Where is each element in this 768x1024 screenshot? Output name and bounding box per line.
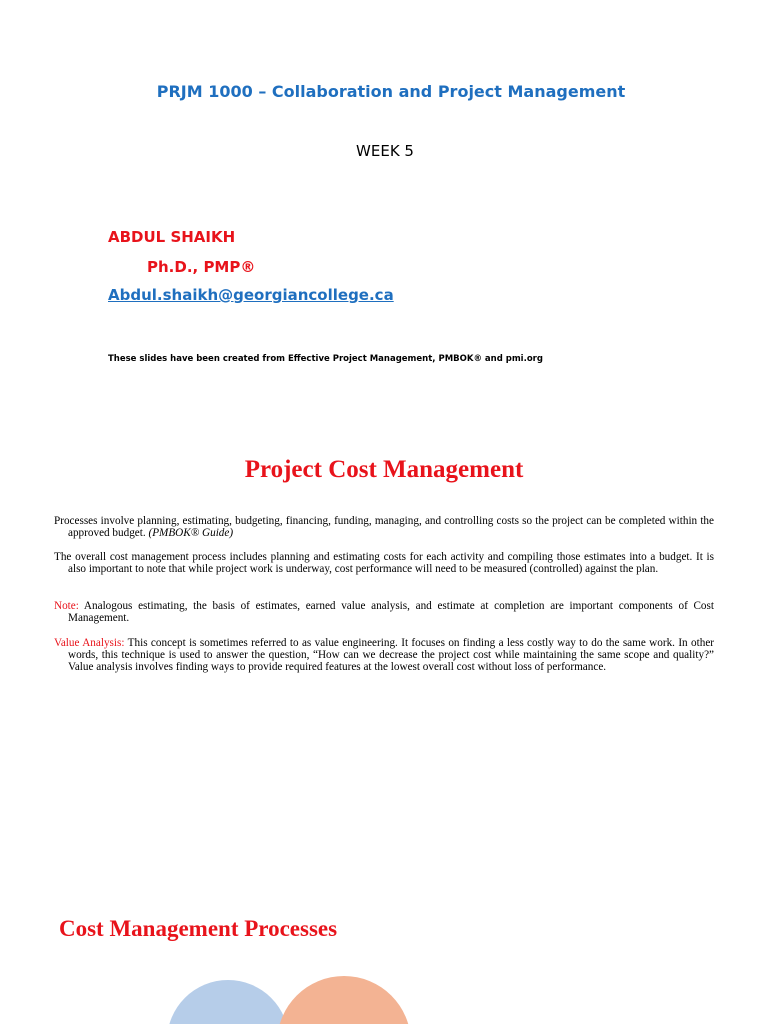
source-note: These slides have been created from Effective Project Management, PMBOK® and pmi.org xyxy=(108,354,543,364)
paragraph-value-analysis xyxy=(54,637,714,673)
author-credentials: Ph.D., PMP® xyxy=(147,258,256,276)
value-analysis-label: Value Analysis: xyxy=(54,637,125,649)
paragraph-text: Analogous estimating, the basis of estimates, earned value analysis, and estimate at completion are important components of Cost Management. xyxy=(68,600,714,624)
note-label: Note: xyxy=(54,600,79,612)
paragraph-text: Processes involve planning, estimating, budgeting, financing, funding, managing, and controlling costs so the project can be completed within the approved budget. xyxy=(54,515,714,539)
cost-management-slide xyxy=(0,418,768,878)
author-name: ABDUL SHAIKH xyxy=(108,228,236,246)
week-label: WEEK 5 xyxy=(356,142,414,160)
slide-title: Project Cost Management xyxy=(244,456,524,483)
course-title: PRJM 1000 – Collaboration and Project Management xyxy=(156,82,626,101)
orange-circle-shape xyxy=(277,976,411,1024)
blue-circle-shape xyxy=(167,980,289,1024)
paragraph-processes xyxy=(54,515,714,539)
title-slide xyxy=(0,0,768,418)
slide-title: Cost Management Processes xyxy=(59,916,338,941)
paragraph-citation: (PMBOK® Guide) xyxy=(148,527,234,539)
author-email-link[interactable]: Abdul.shaikh@georgiancollege.ca xyxy=(108,286,394,304)
paragraph-overall-process xyxy=(54,551,714,575)
paragraph-text: The overall cost management process includes planning and estimating costs for each activity and compiling those estimates into a budget. It is also important to note that while project work is underway, cost performance will need to be measured (controlled) against the plan. xyxy=(54,551,714,575)
cost-processes-slide xyxy=(0,878,768,1024)
paragraph-note xyxy=(54,600,714,624)
paragraph-text: This concept is sometimes referred to as value engineering. It focuses on finding a less costly way to do the same work. In other words, this technique is used to answer the question, “How can we decrease the project cost while maintaining the same scope and quality?” Value analysis involves finding ways to provide required features at the lowest overall cost without loss of performance. xyxy=(68,637,715,673)
